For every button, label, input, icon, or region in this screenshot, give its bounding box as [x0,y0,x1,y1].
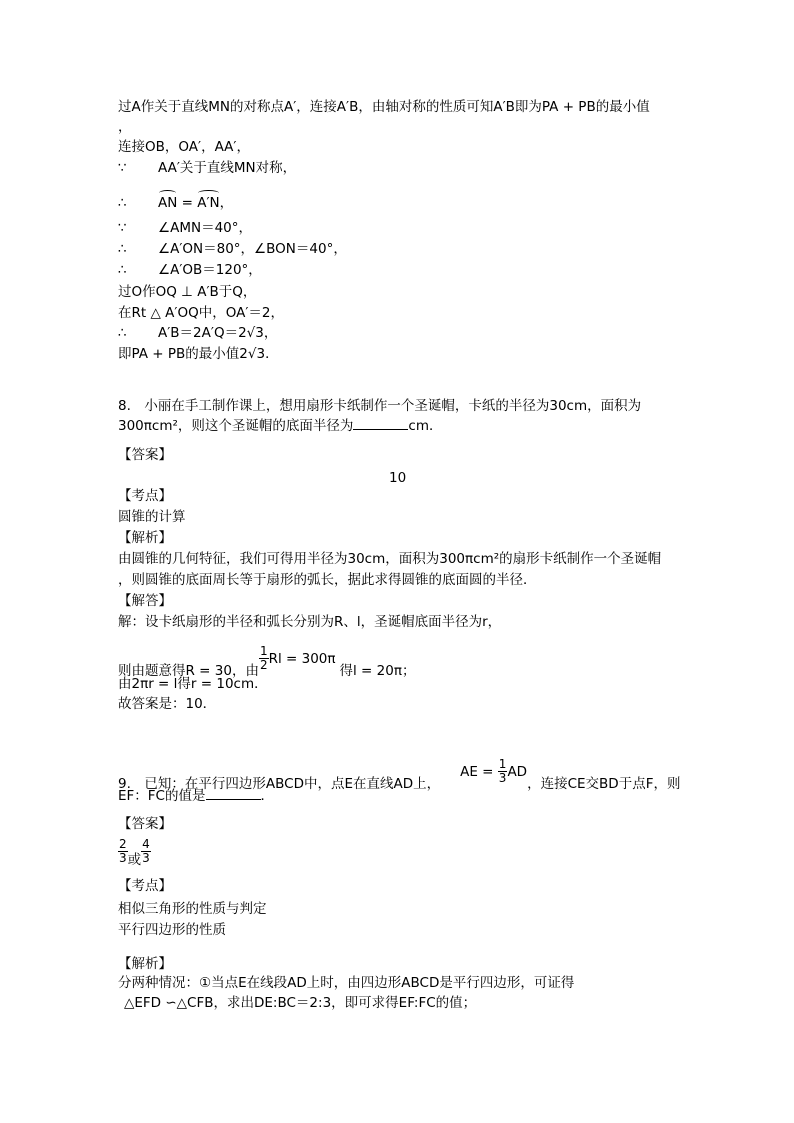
text-line: 由圆锥的几何特征，我们可得用半径为30cm，面积为300πcm²的扇形卡纸制作一个圣诞帽 [118,551,662,567]
text-line [118,261,262,279]
because-symbol: ∵ [118,160,127,176]
text-line [118,417,442,435]
text-line [118,324,277,342]
text: 9. 已知：在平行四边形ABCD中，点E在直线AD上， [118,776,441,792]
because-symbol: ∵ [118,220,127,236]
section-heading-kaodian: 【考点】 [118,488,172,504]
numerator: 4 [142,837,150,851]
text-line: ，则圆锥的底面周长等于扇形的弧长，据此求得圆锥的底面圆的半径． [118,572,537,588]
denominator: 3 [119,851,127,865]
text: 得l = 20π； [339,663,416,679]
fraction [498,758,508,785]
text: AE = [460,764,498,780]
answer-value: 10 [389,470,407,486]
fraction [118,838,128,865]
denominator: 3 [498,771,507,785]
text: 300πcm²，则这个圣诞帽的底面半径为 [118,418,354,434]
numerator: 1 [259,644,268,658]
arc-a-prime-n: A′N [197,195,220,211]
text: 则由题意得R = 30，由 [118,663,259,679]
text-line [118,219,252,237]
text-line: 过O作OQ ⊥ A′B于Q， [118,284,257,300]
text: AA′关于直线MN对称， [158,160,297,176]
therefore-symbol: ∴ [118,241,127,257]
text-line: 分两种情况：①当点E在线段AD上时，由四边形ABCD是平行四边形，可证得 [118,975,575,991]
therefore-symbol: ∴ [118,262,127,278]
arc-an: AN [158,195,178,211]
section-heading-answer: 【答案】 [118,447,172,463]
section-heading-jiexi: 【解析】 [118,530,172,546]
text: AD [507,764,528,780]
text: 或 [127,851,142,868]
text-line: 相似三角形的性质与判定 [118,901,267,917]
denominator: 2 [259,658,268,672]
numerator: 2 [119,837,127,851]
text: A′B＝2A′Q＝2√3， [158,325,278,341]
section-heading-kaodian: 【考点】 [118,878,172,894]
text: cm． [408,418,443,434]
text-line [118,194,233,212]
text-line: 平行四边形的性质 [118,922,226,938]
text: ，连接CE交BD于点F，则 [527,776,681,792]
section-heading-jiexi: 【解析】 [118,956,172,972]
text-line: ， [118,119,132,135]
section-heading-answer: 【答案】 [118,816,172,832]
text-line: 过A作关于直线MN的对称点A′，连接A′B，由轴对称的性质可知A′B即为PA + PB的最小值 [118,99,650,115]
text-line: 解：设卡纸扇形的半径和弧长分别为R、l，圣诞帽底面半径为r， [118,614,502,630]
text: ∠A′ON＝80°，∠BON＝40°， [158,241,347,257]
answer-blank [206,787,261,800]
text-line: △EFD ∽△CFB，求出DE:BC＝2:3，即可求得EF:FC的值； [124,995,477,1011]
text: ∠A′OB＝120°， [158,262,262,278]
section-heading-jieda: 【解答】 [118,593,172,609]
text-line [118,787,274,805]
question-8-text: 8. 小丽在手工制作课上，想用扇形卡纸制作一个圣诞帽，卡纸的半径为30cm，面积为 [118,398,642,414]
text: ∠AMN＝40°， [158,220,253,236]
numerator: 1 [498,757,507,771]
text-line [118,240,347,258]
text-line: 由2πr = l得r = 10cm． [118,676,268,692]
text-line: 连接OB，OA′，AA′， [118,139,250,155]
text: = [177,195,198,211]
text-line: 故答案是：10． [118,696,217,712]
text: ． [260,788,274,804]
denominator: 3 [142,851,150,865]
answer-value [118,837,151,868]
answer-blank [353,417,408,430]
text-line: 即PA + PB的最小值2√3． [118,346,279,362]
text-line: 在Rt △ A′OQ中，OA′＝2， [118,305,284,321]
text: Rl = 300π [268,651,336,667]
text: EF：FC的值是 [118,788,206,804]
text: ， [219,195,234,211]
fraction [259,645,269,672]
text-line: 圆锥的计算 [118,509,186,525]
fraction [141,838,151,865]
therefore-symbol: ∴ [118,195,127,211]
therefore-symbol: ∴ [118,325,127,341]
text-line [118,159,296,177]
